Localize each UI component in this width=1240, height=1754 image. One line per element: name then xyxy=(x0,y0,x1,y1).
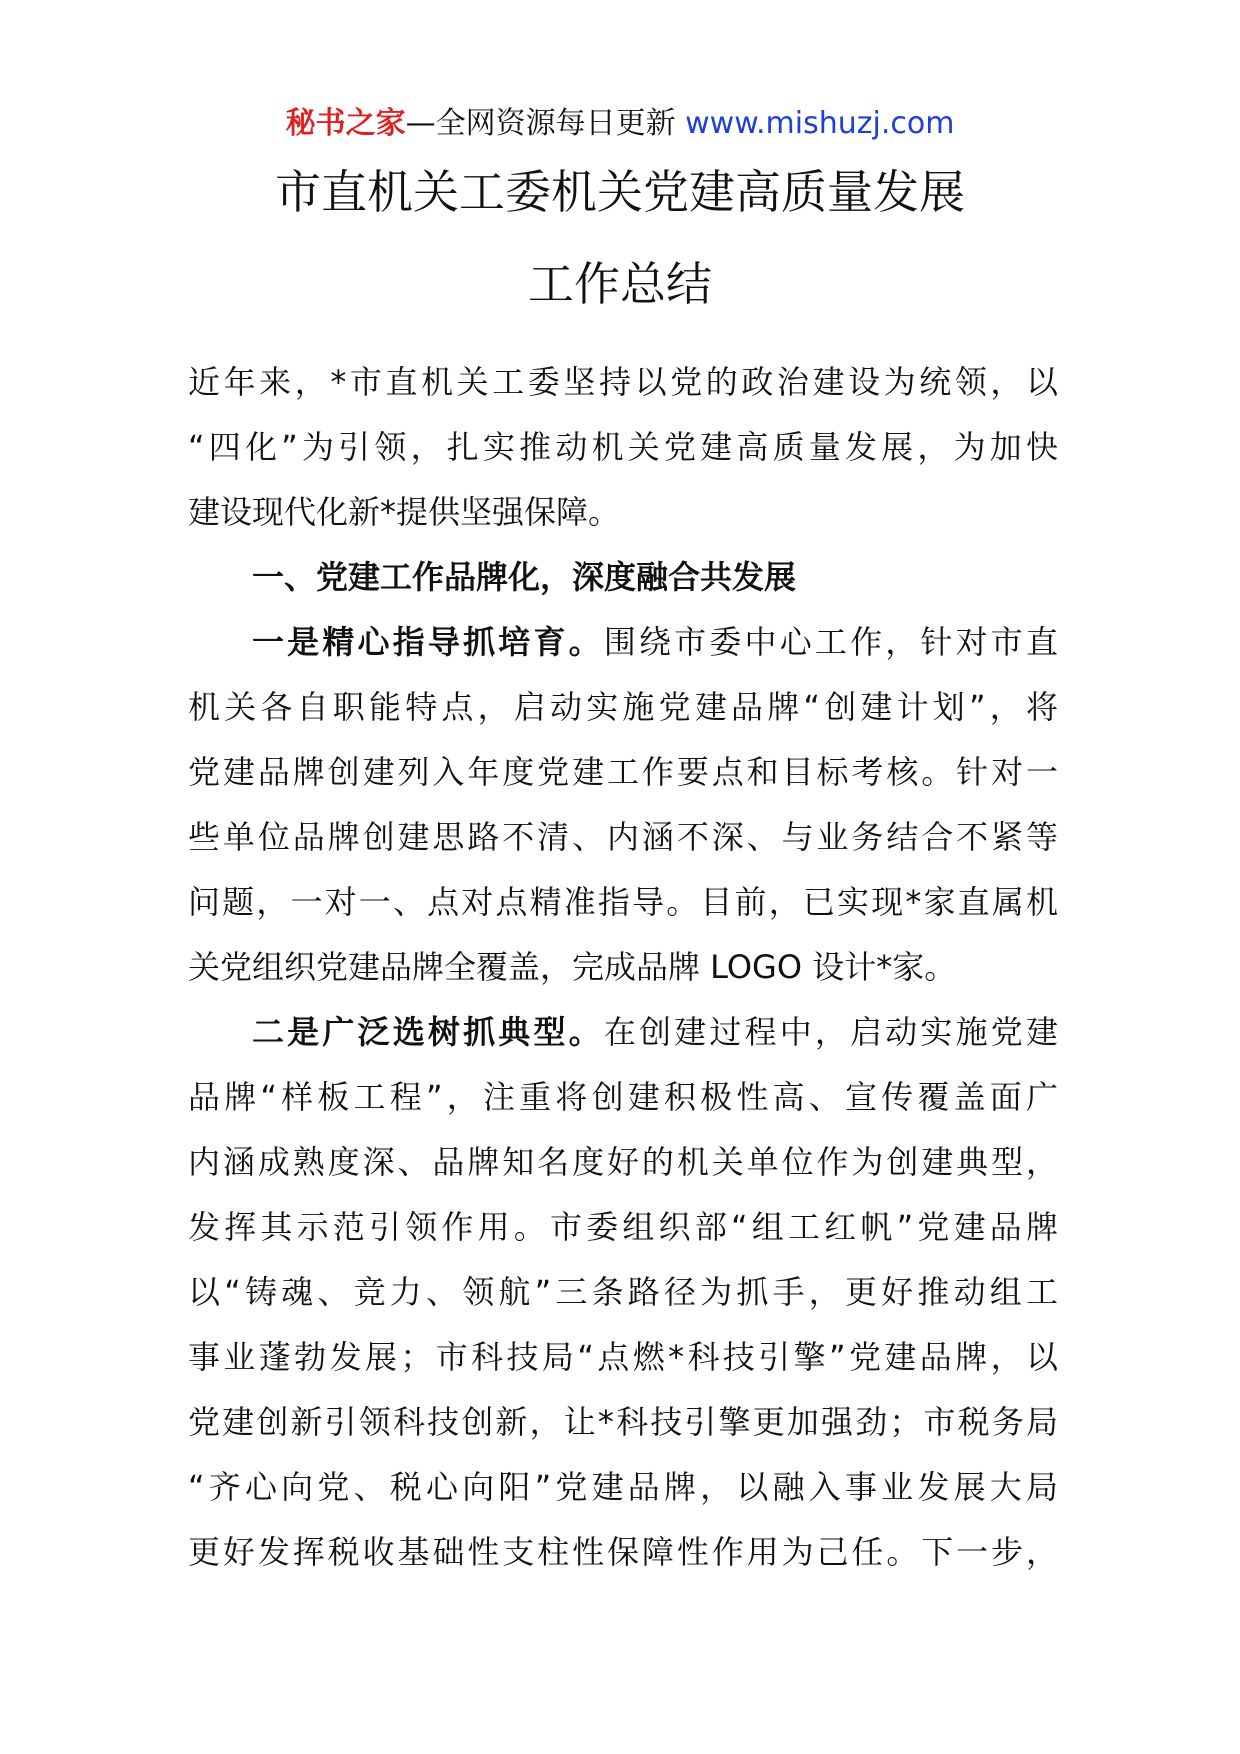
body-line xyxy=(188,350,1058,415)
body-line xyxy=(188,1130,1058,1195)
body-line xyxy=(188,480,1058,545)
line-text: 建设现代化新*提供坚强保障。 xyxy=(188,493,621,531)
body-line xyxy=(188,675,1058,740)
line-text: 以“铸魂、竞力、领航”三条路径为抓手，更好推动组工 xyxy=(188,1273,1058,1311)
body-line xyxy=(188,1455,1058,1520)
section-heading xyxy=(188,545,1058,610)
site-url-link[interactable]: www.mishuzj.com xyxy=(685,106,955,141)
line-text: 事业蓬勃发展；市科技局“点燃*科技引擎”党建品牌，以 xyxy=(188,1338,1058,1376)
document-title-line-1: 市直机关工委机关党建高质量发展 xyxy=(275,165,965,219)
body-line xyxy=(188,1195,1058,1260)
body-line xyxy=(188,1325,1058,1390)
line-text: 党建创新引领科技创新，让*科技引擎更加强劲；市税务局 xyxy=(188,1403,1058,1441)
site-header xyxy=(0,100,1240,148)
paragraph-lead: 一是精心指导抓培育。 xyxy=(252,623,604,661)
body-line xyxy=(188,805,1058,870)
line-text: 些单位品牌创建思路不清、内涵不深、与业务结合不紧等 xyxy=(188,818,1058,856)
document-body xyxy=(188,350,1058,1585)
body-line xyxy=(188,1520,1058,1585)
line-text: 品牌“样板工程”，注重将创建积极性高、宣传覆盖面广 xyxy=(188,1078,1058,1116)
line-text: 党建品牌创建列入年度党建工作要点和目标考核。针对一 xyxy=(188,753,1058,791)
body-line xyxy=(188,1390,1058,1455)
body-line xyxy=(188,1260,1058,1325)
body-line xyxy=(188,415,1058,480)
line-text: 近年来，*市直机关工委坚持以党的政治建设为统领，以 xyxy=(188,363,1058,401)
line-text: “四化”为引领，扎实推动机关党建高质量发展，为加快 xyxy=(188,428,1058,466)
line-text: 机关各自职能特点，启动实施党建品牌“创建计划”，将 xyxy=(188,688,1058,726)
paragraph-lead: 二是广泛选树抓典型。 xyxy=(252,1013,604,1051)
line-text: 围绕市委中心工作，针对市直 xyxy=(603,623,1058,661)
body-line xyxy=(188,1065,1058,1130)
body-line xyxy=(188,1000,1058,1065)
body-line xyxy=(188,740,1058,805)
line-text: 发挥其示范引领作用。市委组织部“组工红帆”党建品牌 xyxy=(188,1208,1058,1246)
heading-text: 一、党建工作品牌化，深度融合共发展 xyxy=(252,558,797,596)
body-line xyxy=(188,935,1058,1000)
body-line xyxy=(188,870,1058,935)
line-text: 在创建过程中，启动实施党建 xyxy=(603,1013,1058,1051)
site-name: 秘书之家 xyxy=(285,106,406,141)
document-title-line-2: 工作总结 xyxy=(528,257,712,311)
site-tagline: —全网资源每日更新 xyxy=(405,106,676,141)
line-text: 内涵成熟度深、品牌知名度好的机关单位作为创建典型， xyxy=(188,1143,1058,1181)
line-text: 更好发挥税收基础性支柱性保障性作用为己任。下一步， xyxy=(188,1533,1058,1571)
line-text: 问题，一对一、点对点精准指导。目前，已实现*家直属机 xyxy=(188,883,1058,921)
line-text: “齐心向党、税心向阳”党建品牌，以融入事业发展大局 xyxy=(188,1468,1058,1506)
body-line xyxy=(188,610,1058,675)
line-text: 关党组织党建品牌全覆盖，完成品牌 LOGO 设计*家。 xyxy=(188,948,957,986)
